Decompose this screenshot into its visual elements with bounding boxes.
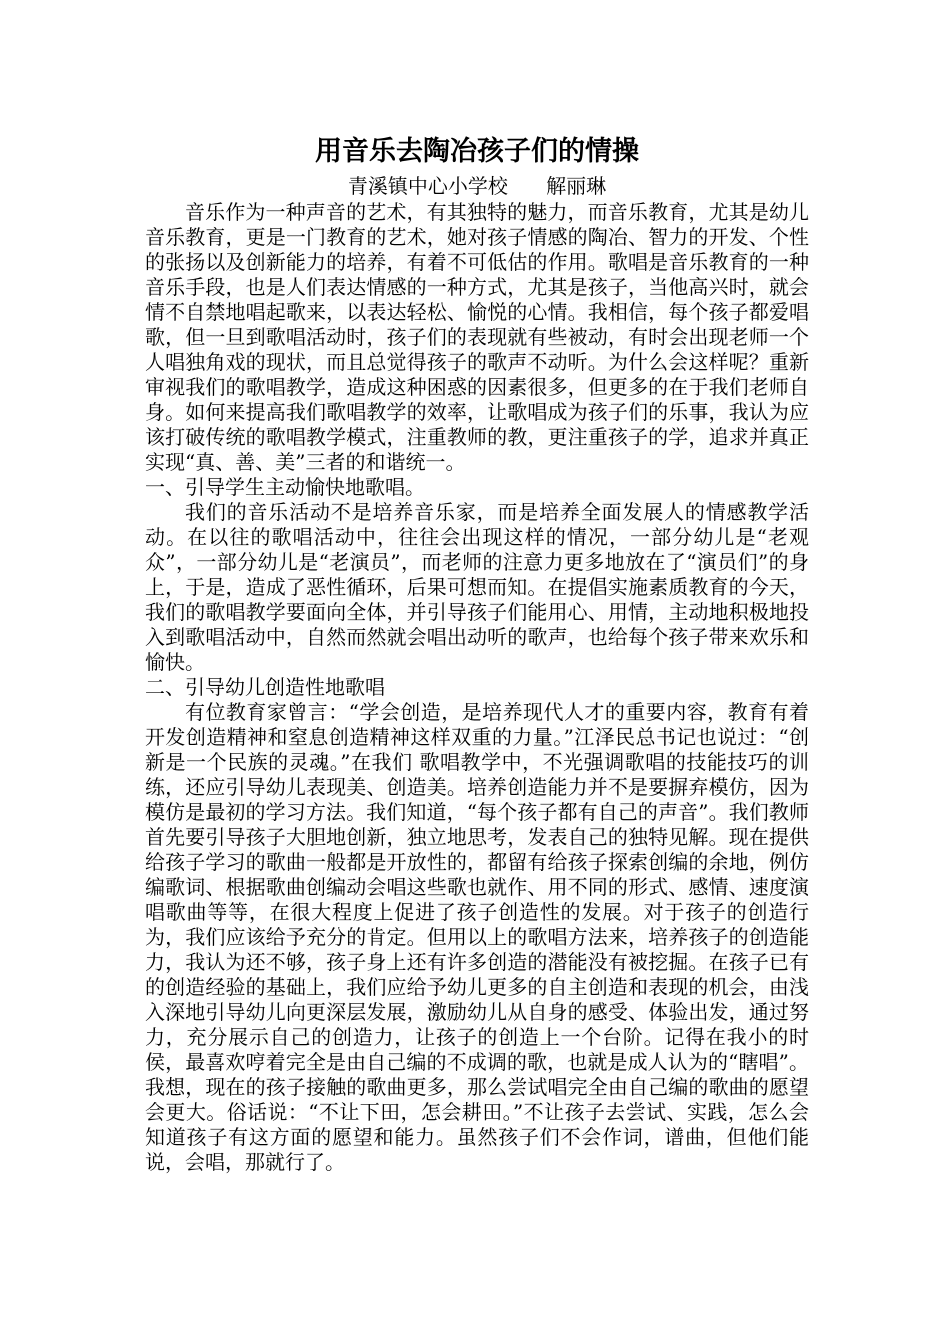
document-title: 用音乐去陶冶孩子们的情操 (315, 136, 639, 167)
document-page (145, 132, 809, 1175)
section-heading-1: 一、引导学生主动愉快地歌唱。 (145, 475, 425, 499)
intro-paragraph: 音乐作为一种声音的艺术，有其独特的魅力，而音乐教育，尤其是幼儿音乐教育，更是一门教育的艺术，她对孩子情感的陶冶、智力的开发、个性的张扬以及创新能力的培养，有着不可低估的作用。歌唱是音乐教育的一种音乐手段，也是人们表达情感的一种方式，尤其是孩子，当他高兴时，就会情不自禁地唱起歌来，以表达轻松、愉悦的心情。我相信，每个孩子都爱唱歌，但一旦到歌唱活动时，孩子们的表现就有些被动，有时会出现老师一个人唱独角戏的现状，而且总觉得孩子的歌声不动听。为什么会这样呢？重新审视我们的歌唱教学，造成这种困惑的因素很多，但更多的在于我们老师自身。如何来提高我们歌唱教学的效率，让歌唱成为孩子们的乐事，我认为应该打破传统的歌唱教学模式，注重教师的教，更注重孩子的学，追求并真正实现“真、善、美”三者的和谐统一。 (145, 200, 809, 474)
author-byline: 青溪镇中心小学校 解丽琳 (347, 174, 607, 198)
section-2-paragraph: 有位教育家曾言：“学会创造，是培养现代人才的重要内容，教育有着开发创造精神和窒息创造精神这样双重的力量。”江泽民总书记也说过：“创新是一个民族的灵魂。”在我们 歌唱教学中，不光强调歌唱的技能技巧的训练，还应引导幼儿表现美、创造美。培养创造能力并不是要摒弃模仿，因为模仿是最初的学习方法。我们知道，“每个孩子都有自己的声音”。我们教师首先要引导孩子大胆地创新，独立地思考，发表自己的独特见解。现在提供给孩子学习的歌曲一般都是开放性的，都留有给孩子探索创编的余地，例仿编歌词、根据歌曲创编动会唱这些歌也就作、用不同的形式、感情、速度演唱歌曲等等，在很大程度上促进了孩子创造性的发展。对于孩子的创造行为，我们应该给予充分的肯定。但用以上的歌唱方法来，培养孩子的创造能力，我认为还不够，孩子身上还有许多创造的潜能没有被挖掘。在孩子已有的创造经验的基础上，我们应给予幼儿更多的自主创造和表现的机会，由浅入深地引导幼儿向更深层发展，激励幼儿从自身的感受、体验出发，通过努力，充分展示自己的创造力，让孩子的创造上一个台阶。记得在我小的时侯，最喜欢哼着完全是由自己编的不成调的歌，也就是成人认为的“瞎唱”。我想，现在的孩子接触的歌曲更多，那么尝试唱完全由自己编的歌曲的愿望会更大。俗话说：“不让下田，怎会耕田。”不让孩子去尝试、实践，怎么会知道孩子有这方面的愿望和能力。虽然孩子们不会作词，谱曲，但他们能说，会唱，那就行了。 (145, 700, 809, 1174)
section-1-paragraph: 我们的音乐活动不是培养音乐家，而是培养全面发展人的情感教学活动。在以往的歌唱活动中，往往会出现这样的情况，一部分幼儿是“老观众”，一部分幼儿是“老演员”，而老师的注意力更多地放在了“演员们”的身上，于是，造成了恶性循环，后果可想而知。在提倡实施素质教育的今天，我们的歌唱教学要面向全体，并引导孩子们能用心、用情，主动地积极地投入到歌唱活动中，自然而然就会唱出动听的歌声，也给每个孩子带来欢乐和愉快。 (145, 500, 809, 674)
section-heading-2: 二、引导幼儿创造性地歌唱 (145, 675, 385, 699)
